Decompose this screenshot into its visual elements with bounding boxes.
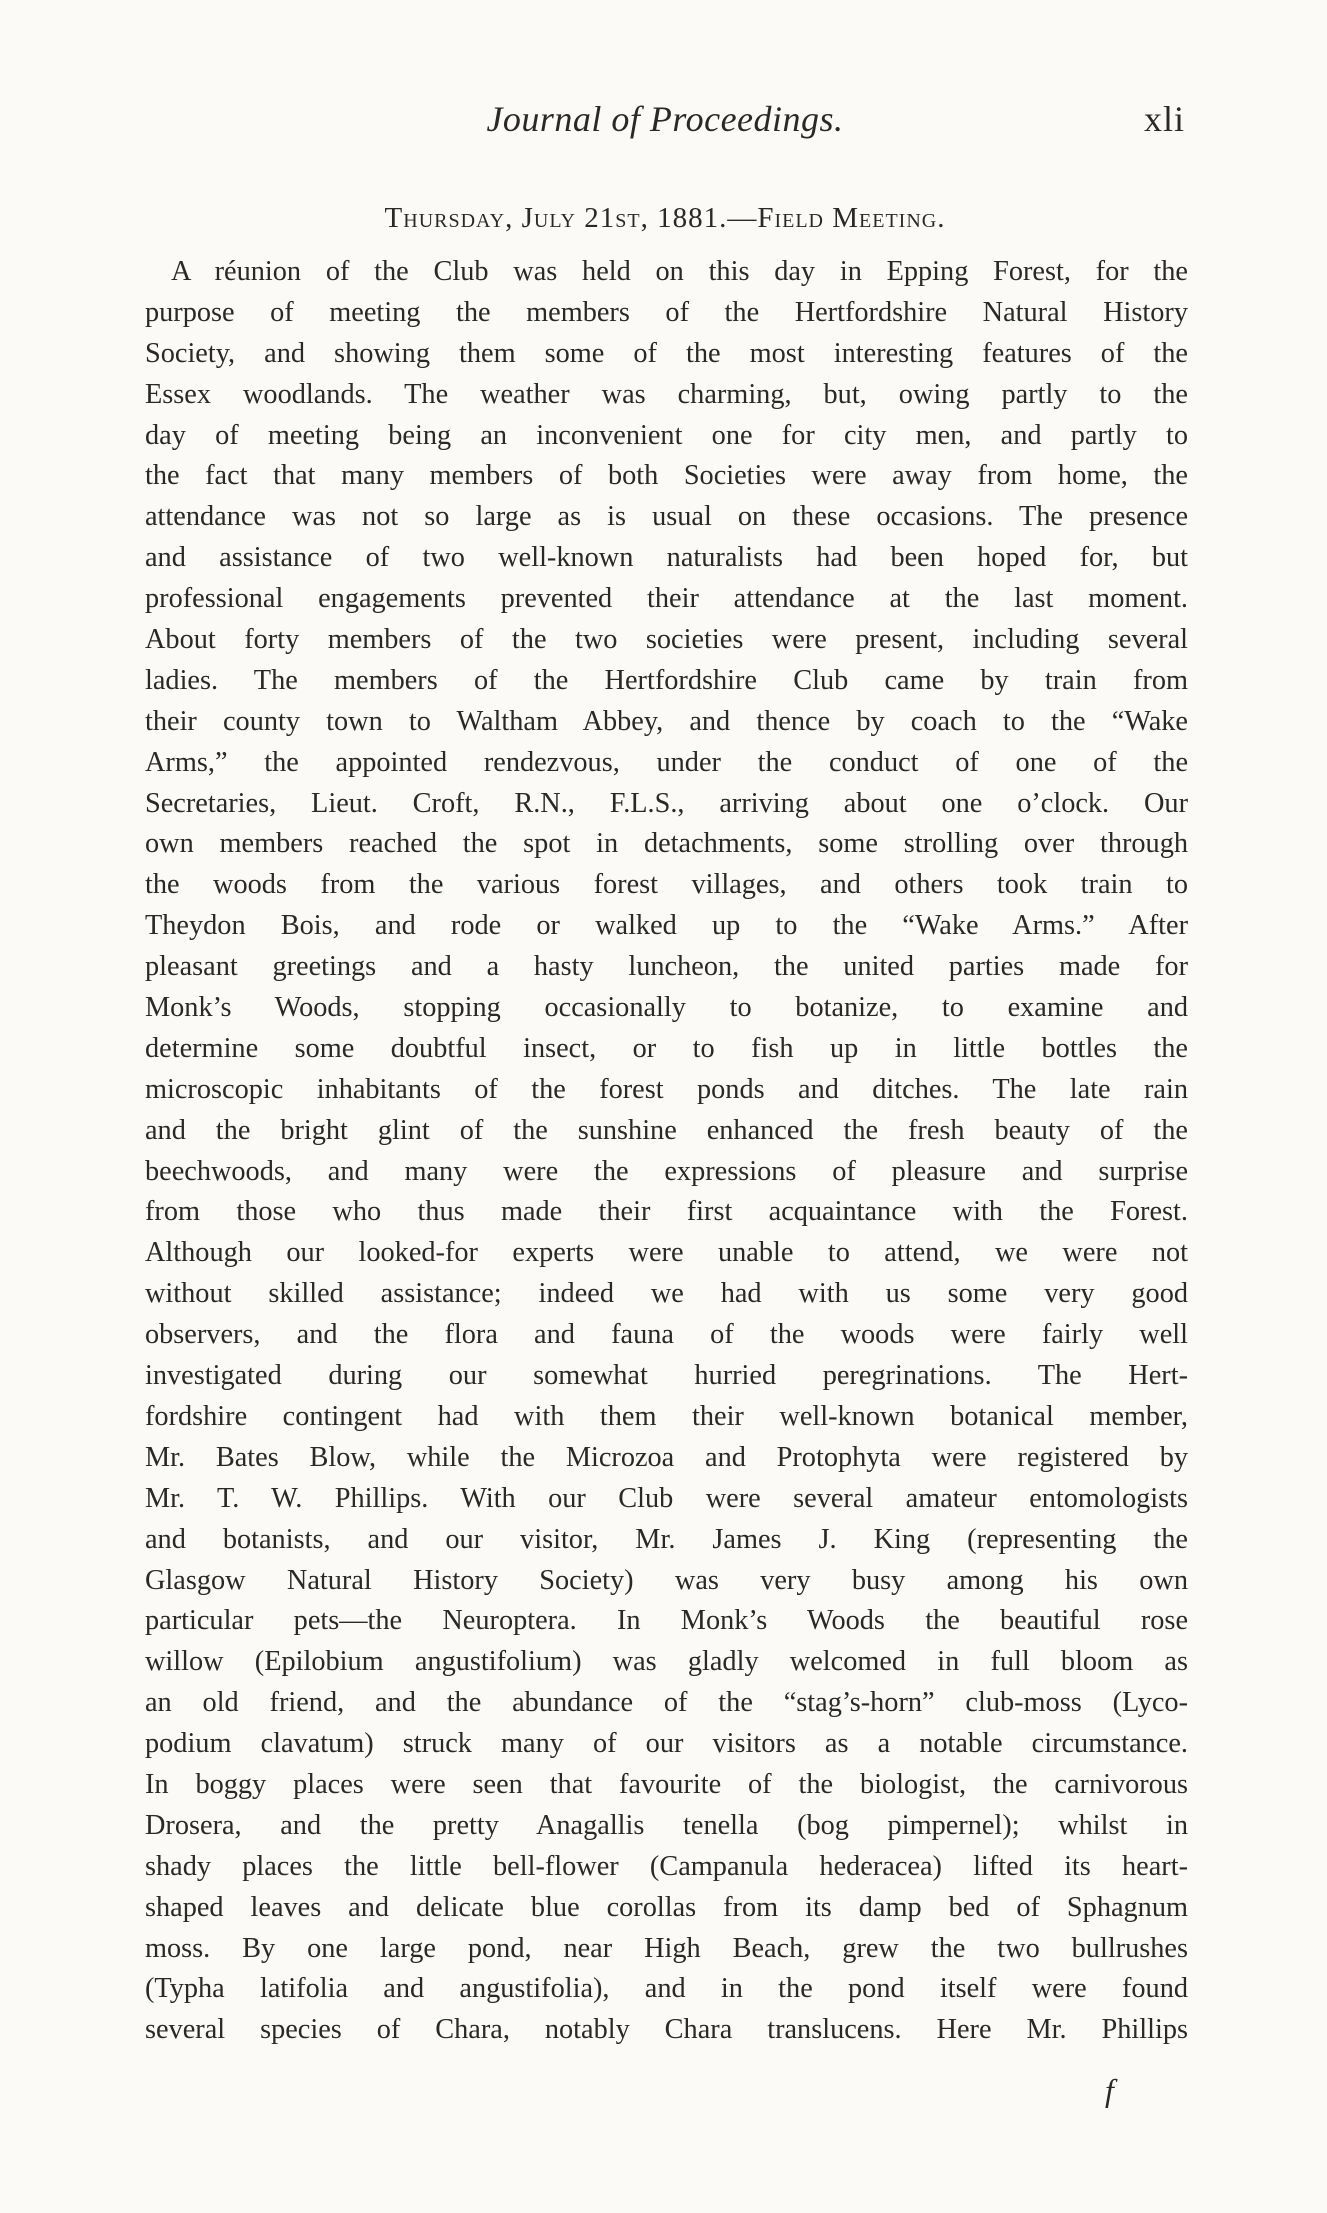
- text-line: ladies. The members of the Hertfordshire Club came by train from: [145, 664, 1188, 696]
- text-line: Theydon Bois, and rode or walked up to the “Wake Arms.” After: [145, 910, 1188, 942]
- text-line: and the bright glint of the sunshine enhanced the fresh beauty of the: [145, 1114, 1188, 1146]
- text-line: Monk’s Woods, stopping occasionally to botanize, to examine and: [145, 992, 1188, 1024]
- text-line: Society, and showing them some of the most interesting features of the: [145, 337, 1188, 369]
- body-text: [145, 252, 1188, 2051]
- text-line: willow (Epilobium angustifolium) was gladly welcomed in full bloom as: [145, 1646, 1188, 1678]
- text-line: own members reached the spot in detachments, some strolling over through: [145, 828, 1188, 860]
- text-line: the fact that many members of both Societies were away from home, the: [145, 460, 1188, 492]
- text-line: investigated during our somewhat hurried peregrinations. The Hert-: [145, 1360, 1188, 1392]
- text-line: the woods from the various forest villages, and others took train to: [145, 869, 1188, 901]
- text-line: observers, and the flora and fauna of the woods were fairly well: [145, 1319, 1188, 1351]
- text-line: podium clavatum) struck many of our visitors as a notable circumstance.: [145, 1728, 1188, 1760]
- text-line: pleasant greetings and a hasty luncheon, the united parties made for: [145, 951, 1188, 983]
- text-line: without skilled assistance; indeed we had with us some very good: [145, 1278, 1188, 1310]
- text-line: Glasgow Natural History Society) was very busy among his own: [145, 1564, 1188, 1596]
- text-line: several species of Chara, notably Chara translucens. Here Mr. Phillips: [145, 2014, 1188, 2046]
- text-line: shaped leaves and delicate blue corollas from its damp bed of Sphagnum: [145, 1891, 1188, 1923]
- text-line: Mr. Bates Blow, while the Microzoa and Protophyta were registered by: [145, 1441, 1188, 1473]
- signature-mark: f: [1105, 2072, 1114, 2108]
- text-line: About forty members of the two societies were present, including several: [145, 624, 1188, 656]
- text-line: moss. By one large pond, near High Beach, grew the two bullrushes: [145, 1932, 1188, 1964]
- text-line: Secretaries, Lieut. Croft, R.N., F.L.S., arriving about one o’clock. Our: [145, 787, 1188, 819]
- text-line: their county town to Waltham Abbey, and thence by coach to the “Wake: [145, 705, 1188, 737]
- text-line: determine some doubtful insect, or to fish up in little bottles the: [145, 1032, 1188, 1064]
- text-line: purpose of meeting the members of the Hertfordshire Natural History: [145, 296, 1188, 328]
- text-line: and assistance of two well-known naturalists had been hoped for, but: [145, 542, 1188, 574]
- text-line: shady places the little bell-flower (Campanula hederacea) lifted its heart-: [145, 1850, 1188, 1882]
- text-line: from those who thus made their first acquaintance with the Forest.: [145, 1196, 1188, 1228]
- text-line: Although our looked-for experts were unable to attend, we were not: [145, 1237, 1188, 1269]
- running-title: Journal of Proceedings.: [486, 99, 844, 139]
- page-number: xli: [1143, 99, 1185, 139]
- section-heading: Thursday, July 21st, 1881.—Field Meeting.: [384, 202, 946, 234]
- text-line: an old friend, and the abundance of the “stag’s-horn” club-moss (Lyco-: [145, 1687, 1188, 1719]
- text-line: beechwoods, and many were the expressions of pleasure and surprise: [145, 1155, 1188, 1187]
- text-line: Arms,” the appointed rendezvous, under the conduct of one of the: [145, 746, 1188, 778]
- text-line: attendance was not so large as is usual on these occasions. The presence: [145, 501, 1188, 533]
- running-head: [145, 98, 1185, 148]
- text-line: (Typha latifolia and angustifolia), and in the pond itself were found: [145, 1973, 1188, 2005]
- text-line: In boggy places were seen that favourite of the biologist, the carnivorous: [145, 1768, 1188, 1800]
- text-line: Essex woodlands. The weather was charming, but, owing partly to the: [145, 378, 1188, 410]
- text-line: professional engagements prevented their attendance at the last moment.: [145, 583, 1188, 615]
- text-line: fordshire contingent had with them their well-known botanical member,: [145, 1400, 1188, 1432]
- text-line: particular pets—the Neuroptera. In Monk’s Woods the beautiful rose: [145, 1605, 1188, 1637]
- text-line: Mr. T. W. Phillips. With our Club were several amateur entomologists: [145, 1482, 1188, 1514]
- text-line: and botanists, and our visitor, Mr. James J. King (representing the: [145, 1523, 1188, 1555]
- text-line: day of meeting being an inconvenient one for city men, and partly to: [145, 419, 1188, 451]
- text-line: microscopic inhabitants of the forest ponds and ditches. The late rain: [145, 1073, 1188, 1105]
- text-line: A réunion of the Club was held on this day in Epping Forest, for the: [171, 256, 1188, 287]
- text-line: Drosera, and the pretty Anagallis tenella (bog pimpernel); whilst in: [145, 1809, 1188, 1841]
